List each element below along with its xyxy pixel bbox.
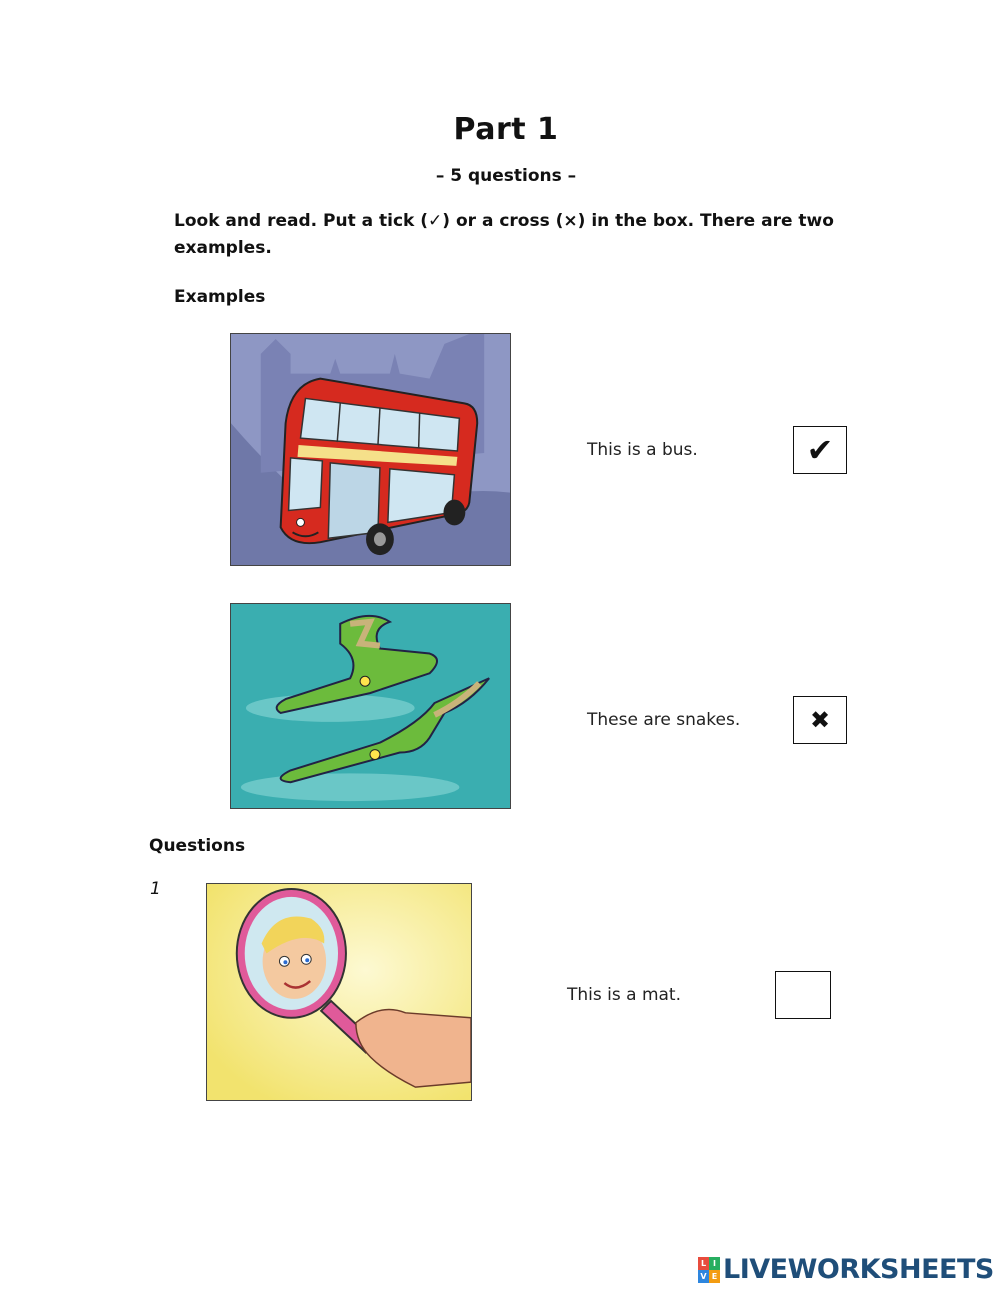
- tick-icon: ✔: [806, 431, 834, 469]
- cross-icon: ✖: [809, 706, 831, 734]
- page-subtitle: – 5 questions –: [435, 166, 577, 186]
- instructions-text: Look and read. Put a tick (✓) or a cross (×) in the box. There are two examples.: [174, 211, 834, 258]
- logo-mark-icon: L I V E: [698, 1257, 720, 1283]
- page-title: Part 1: [453, 112, 559, 147]
- example-2-sentence: These are snakes.: [587, 710, 741, 730]
- crocodiles-picture: [230, 603, 511, 809]
- question-1-answer-box[interactable]: [775, 971, 831, 1019]
- question-1-sentence: This is a mat.: [567, 985, 681, 1005]
- questions-heading: Questions: [149, 836, 246, 856]
- example-2-answer-box: [793, 696, 847, 744]
- mirror-picture: [206, 883, 472, 1101]
- logo-text: LIVEWORKSHEETS: [723, 1254, 994, 1285]
- bus-picture: [230, 333, 511, 566]
- example-1-sentence: This is a bus.: [587, 440, 698, 460]
- question-1-number: 1: [150, 879, 161, 899]
- example-1-answer-box: [793, 426, 847, 474]
- examples-heading: Examples: [174, 287, 266, 307]
- liveworksheets-logo: [698, 1254, 994, 1285]
